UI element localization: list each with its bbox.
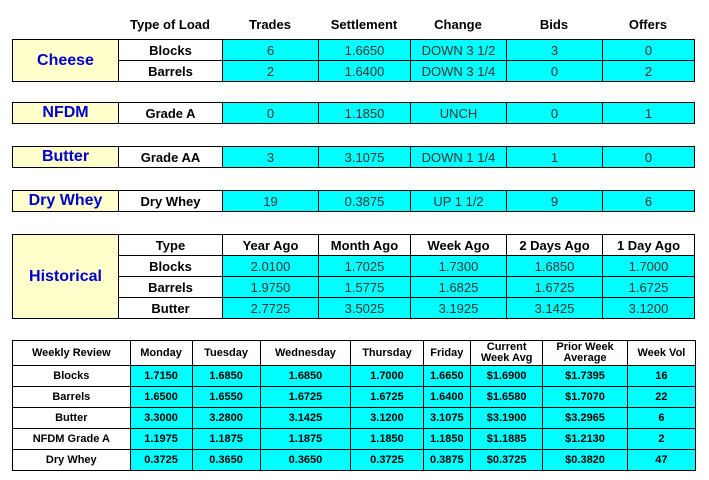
offers-cell: 0 (603, 40, 695, 61)
column-header: 1 Day Ago (603, 235, 695, 256)
trades-cell: 3 (223, 147, 319, 168)
settlement-cell: 0.3875 (319, 191, 411, 212)
column-header: Thursday (351, 341, 423, 366)
column-header: Wednesday (260, 341, 351, 366)
row-label: Butter (13, 408, 131, 429)
bids-cell: 0 (507, 61, 603, 82)
value-cell: $0.3820 (543, 450, 628, 471)
value-cell: 0.3875 (423, 450, 470, 471)
offers-cell: 6 (603, 191, 695, 212)
column-header: Prior Week Average (543, 341, 628, 366)
table-row (13, 103, 695, 124)
header-offers: Offers (628, 17, 668, 32)
value-cell: 16 (627, 366, 695, 387)
load-label: Blocks (119, 40, 223, 61)
value-cell: 3.1075 (423, 408, 470, 429)
offers-cell: 1 (603, 103, 695, 124)
value-cell: 1.7025 (319, 256, 411, 277)
value-cell: 1.6725 (507, 277, 603, 298)
table-row (13, 450, 696, 471)
historical-title: Historical (13, 235, 119, 319)
row-label: Blocks (13, 366, 131, 387)
trades-cell: 2 (223, 61, 319, 82)
change-cell: DOWN 1 1/4 (411, 147, 507, 168)
column-header: Week Vol (627, 341, 695, 366)
value-cell: 0.3650 (192, 450, 260, 471)
cheese-table (12, 39, 695, 82)
value-cell: $3.2965 (543, 408, 628, 429)
settlement-cell: 1.6650 (319, 40, 411, 61)
historical-table (12, 234, 695, 319)
value-cell: $1.1885 (471, 429, 543, 450)
value-cell: 1.6650 (423, 366, 470, 387)
butter-title: Butter (13, 147, 119, 168)
value-cell: $1.6580 (471, 387, 543, 408)
value-cell: 3.2800 (192, 408, 260, 429)
table-row (13, 191, 695, 212)
value-cell: 1.6550 (192, 387, 260, 408)
value-cell: $0.3725 (471, 450, 543, 471)
table-row (13, 429, 696, 450)
value-cell: $1.7070 (543, 387, 628, 408)
value-cell: 6 (627, 408, 695, 429)
row-label: NFDM Grade A (13, 429, 131, 450)
nfdm-title: NFDM (13, 103, 119, 124)
cheese-title: Cheese (13, 40, 119, 82)
table-row (13, 147, 695, 168)
dry-whey-table (12, 190, 695, 212)
value-cell: 47 (627, 450, 695, 471)
table-row (13, 366, 696, 387)
header-settlement: Settlement (330, 17, 398, 32)
value-cell: 1.6500 (130, 387, 192, 408)
value-cell: $1.6900 (471, 366, 543, 387)
row-label: Dry Whey (13, 450, 131, 471)
settlement-cell: 1.1850 (319, 103, 411, 124)
column-header: 2 Days Ago (507, 235, 603, 256)
bids-cell: 0 (507, 103, 603, 124)
value-cell: 3.1425 (507, 298, 603, 319)
table-row (13, 408, 696, 429)
value-cell: $3.1900 (471, 408, 543, 429)
value-cell: $1.7395 (543, 366, 628, 387)
offers-cell: 2 (603, 61, 695, 82)
butter-table (12, 146, 695, 168)
value-cell: 1.1850 (423, 429, 470, 450)
load-label: Grade AA (119, 147, 223, 168)
nfdm-table (12, 102, 695, 124)
header-type-of-load: Type of Load (130, 17, 210, 32)
value-cell: 0.3725 (351, 450, 423, 471)
table-header-row (13, 235, 695, 256)
value-cell: 2 (627, 429, 695, 450)
value-cell: 1.5775 (319, 277, 411, 298)
value-cell: 1.6725 (603, 277, 695, 298)
settlement-cell: 3.1075 (319, 147, 411, 168)
value-cell: 2.0100 (223, 256, 319, 277)
column-header: Friday (423, 341, 470, 366)
column-header: Current Week Avg (471, 341, 543, 366)
column-header: Monday (130, 341, 192, 366)
bids-cell: 3 (507, 40, 603, 61)
value-cell: 1.7300 (411, 256, 507, 277)
row-label: Barrels (119, 277, 223, 298)
header-bids: Bids (539, 17, 569, 32)
header-trades: Trades (249, 17, 291, 32)
change-cell: DOWN 3 1/2 (411, 40, 507, 61)
column-header: Month Ago (319, 235, 411, 256)
column-header: Week Ago (411, 235, 507, 256)
trades-cell: 0 (223, 103, 319, 124)
value-cell: 0.3725 (130, 450, 192, 471)
row-label: Blocks (119, 256, 223, 277)
value-cell: 1.7000 (603, 256, 695, 277)
bids-cell: 9 (507, 191, 603, 212)
value-cell: 1.1850 (351, 429, 423, 450)
load-label: Dry Whey (119, 191, 223, 212)
value-cell: 1.6400 (423, 387, 470, 408)
trades-cell: 19 (223, 191, 319, 212)
column-header: Year Ago (223, 235, 319, 256)
bids-cell: 1 (507, 147, 603, 168)
change-cell: UNCH (411, 103, 507, 124)
value-cell: 3.3000 (130, 408, 192, 429)
change-cell: DOWN 3 1/4 (411, 61, 507, 82)
load-label: Grade A (119, 103, 223, 124)
table-row (13, 387, 696, 408)
trades-cell: 6 (223, 40, 319, 61)
value-cell: 3.1925 (411, 298, 507, 319)
value-cell: 1.6725 (260, 387, 351, 408)
table-header-row (13, 341, 696, 366)
value-cell: 3.5025 (319, 298, 411, 319)
value-cell: 1.6825 (411, 277, 507, 298)
settlement-cell: 1.6400 (319, 61, 411, 82)
value-cell: 1.7000 (351, 366, 423, 387)
value-cell: 1.6850 (507, 256, 603, 277)
value-cell: 3.1200 (603, 298, 695, 319)
table-row (13, 40, 695, 61)
value-cell: 1.9750 (223, 277, 319, 298)
value-cell: 3.1425 (260, 408, 351, 429)
value-cell: 1.6850 (260, 366, 351, 387)
load-label: Barrels (119, 61, 223, 82)
change-cell: UP 1 1/2 (411, 191, 507, 212)
value-cell: 1.6850 (192, 366, 260, 387)
column-header: Weekly Review (13, 341, 131, 366)
value-cell: 0.3650 (260, 450, 351, 471)
value-cell: 1.7150 (130, 366, 192, 387)
row-label: Butter (119, 298, 223, 319)
value-cell: 2.7725 (223, 298, 319, 319)
row-label: Barrels (13, 387, 131, 408)
column-header: Tuesday (192, 341, 260, 366)
dry-whey-title: Dry Whey (13, 191, 119, 212)
offers-cell: 0 (603, 147, 695, 168)
column-header: Type (119, 235, 223, 256)
value-cell: 1.1875 (192, 429, 260, 450)
weekly-review-table (12, 340, 696, 471)
value-cell: 3.1200 (351, 408, 423, 429)
value-cell: 22 (627, 387, 695, 408)
value-cell: 1.1975 (130, 429, 192, 450)
header-change: Change (434, 17, 482, 32)
value-cell: 1.6725 (351, 387, 423, 408)
value-cell: $1.2130 (543, 429, 628, 450)
value-cell: 1.1875 (260, 429, 351, 450)
